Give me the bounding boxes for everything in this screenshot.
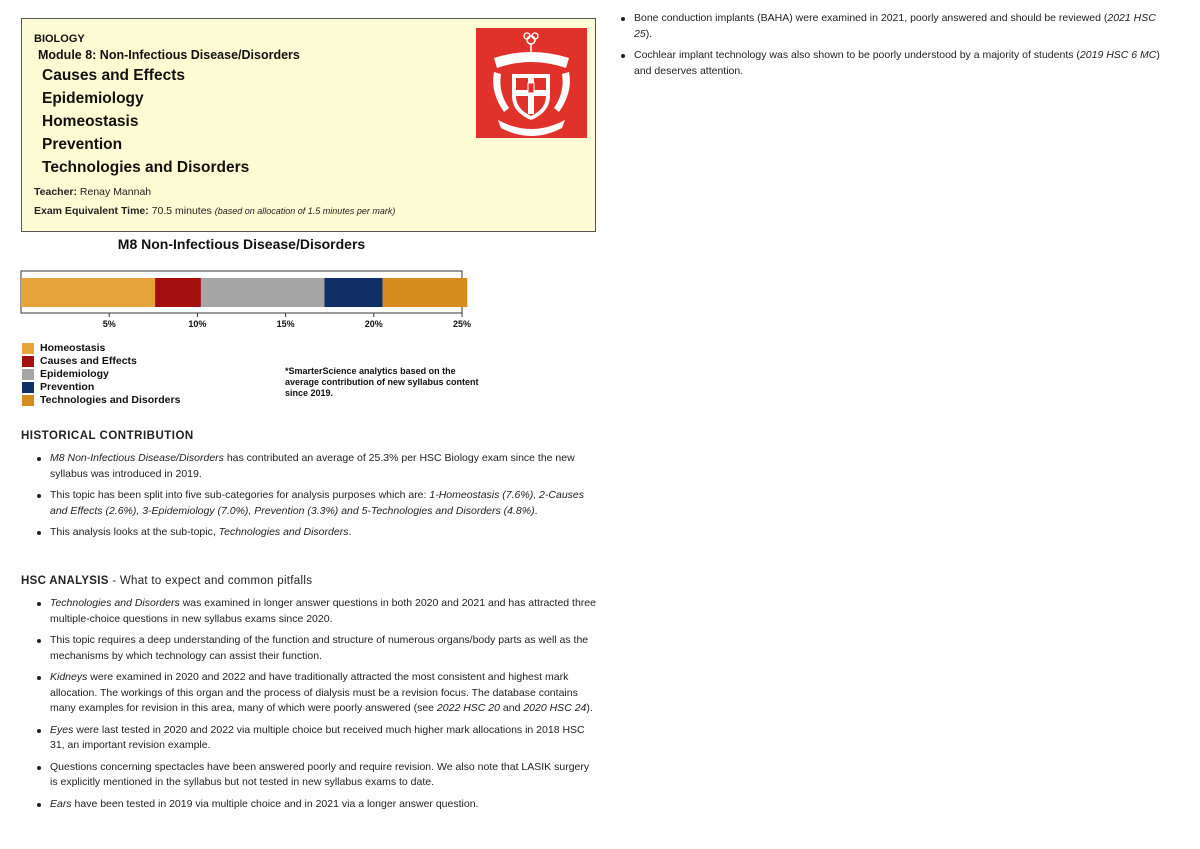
hsc-analysis-list xyxy=(36,596,596,818)
chart-legend xyxy=(22,342,180,407)
bar-segment-homeostasis xyxy=(21,278,155,307)
italic-text: Kidneys xyxy=(50,671,88,683)
school-crest-icon xyxy=(476,28,587,138)
subject-label: BIOLOGY xyxy=(34,33,85,45)
body-text: This topic requires a deep understanding of the function and structure of numerous organs/body parts as well as the mechanisms by which technology can assist their function. xyxy=(50,634,589,662)
bullet-item xyxy=(36,525,591,541)
module-header-box xyxy=(21,18,596,232)
x-tick-label: 10% xyxy=(188,319,207,329)
module-title: Module 8: Non-Infectious Disease/Disorders xyxy=(38,48,300,62)
topic-item: Causes and Effects xyxy=(42,67,185,84)
historical-heading: HISTORICAL CONTRIBUTION xyxy=(21,430,194,442)
italic-text: Ears xyxy=(50,797,72,810)
legend-label: Technologies and Disorders xyxy=(40,394,181,406)
bullet-item xyxy=(36,451,591,482)
body-text: Bone conduction implants (BAHA) were examined in 2021, poorly answered and should be reviewed ( xyxy=(634,12,1108,24)
italic-text: 2019 HSC 6 MC xyxy=(1079,49,1157,61)
bar-segment-epidemiology xyxy=(201,278,324,307)
topic-item: Homeostasis xyxy=(42,113,139,130)
legend-swatch xyxy=(22,382,34,393)
italic-text: 2020 HSC 24 xyxy=(523,702,587,714)
bar-segment-causes-and-effects xyxy=(155,278,201,307)
bullet-item xyxy=(620,48,1165,79)
hsc-heading-bold: HSC ANALYSIS xyxy=(21,575,109,587)
body-text: were last tested in 2020 and 2022 via multiple choice but received much higher mark allocations in 2018 HSC 31, an important revision example. xyxy=(50,723,585,751)
italic-text: 1-Homeostasis (7.6%), 2-Causes and Effects (2.6%), 3-Epidemiology (7.0%), Prevention (3.3%) and 5-Technologies and Disorders (4.8%) xyxy=(50,489,584,517)
x-tick-label: 15% xyxy=(276,319,295,329)
italic-text: Technologies and Disorders xyxy=(218,526,349,538)
body-text: This topic has been split into five sub-categories for analysis purposes which are: xyxy=(50,489,430,501)
bullet-item xyxy=(36,670,596,717)
body-text: ) and deserves attention. xyxy=(634,49,1160,77)
body-text: were examined in 2020 and 2022 and have traditionally attracted the most consistent and highest mark allocation. The workings of this organ and the process of dialysis must be a revision focus. The database contains many examples for revision in this area, many of which were poorly answered (see xyxy=(50,671,578,714)
bullet-item xyxy=(36,797,596,813)
bar-segment-technologies-and-disorders xyxy=(383,278,468,307)
body-text: ). xyxy=(645,27,653,40)
exam-time-label: Exam Equivalent Time: xyxy=(34,205,149,217)
body-text: Cochlear implant technology was also shown to be poorly understood by a majority of students ( xyxy=(634,49,1080,61)
body-text: have been tested in 2019 via multiple choice and in 2021 via a longer answer question. xyxy=(71,797,479,810)
body-text: has contributed an average of 25.3% per HSC Biology exam since the new syllabus was introduced in 2019. xyxy=(50,452,575,480)
chart-title: M8 Non-Infectious Disease/Disorders xyxy=(117,236,366,252)
legend-label: Epidemiology xyxy=(40,368,109,380)
historical-list xyxy=(36,451,591,547)
stacked-bar-chart xyxy=(0,236,500,336)
teacher-name: Renay Mannah xyxy=(79,186,152,198)
body-text: was examined in longer answer questions in both 2020 and 2021 and has attracted three multiple-choice questions in new syllabus exams since 2020. xyxy=(50,597,596,625)
legend-item xyxy=(22,394,180,407)
right-column-list xyxy=(620,11,1165,85)
hsc-heading xyxy=(21,575,312,587)
x-tick-label: 25% xyxy=(452,319,472,329)
italic-text: Eyes xyxy=(50,723,74,736)
bullet-item xyxy=(36,633,596,664)
bullet-item xyxy=(36,488,591,519)
body-text: . xyxy=(348,526,352,538)
bullet-item xyxy=(36,723,596,754)
topic-item: Technologies and Disorders xyxy=(42,159,250,176)
body-text: ). xyxy=(586,702,593,714)
body-text: and xyxy=(499,702,524,714)
legend-label: Prevention xyxy=(40,381,95,393)
legend-label: Homeostasis xyxy=(40,342,106,354)
italic-text: Technologies and Disorders xyxy=(50,597,180,609)
legend-item xyxy=(22,381,180,394)
legend-swatch xyxy=(22,369,34,380)
legend-swatch xyxy=(22,395,34,406)
italic-text: 2022 HSC 20 xyxy=(436,702,500,714)
legend-item xyxy=(22,355,180,368)
topic-item: Prevention xyxy=(42,136,123,153)
exam-time-note: (based on allocation of 1.5 minutes per mark) xyxy=(214,206,396,216)
x-tick-label: 20% xyxy=(364,319,383,329)
legend-label: Causes and Effects xyxy=(40,355,137,367)
hsc-heading-rest: - What to expect and common pitfalls xyxy=(108,575,313,587)
body-text: . xyxy=(534,504,538,517)
topic-list xyxy=(42,64,249,179)
teacher-label: Teacher: xyxy=(34,186,77,198)
legend-swatch xyxy=(22,356,34,367)
exam-time-value: 70.5 minutes xyxy=(151,205,212,217)
chart-footnote: *SmarterScience analytics based on the average contribution of new syllabus content since 2019. xyxy=(285,366,479,398)
legend-item xyxy=(22,368,180,381)
legend-item xyxy=(22,342,180,355)
italic-text: 2021 HSC 25 xyxy=(634,12,1156,40)
exam-time-line xyxy=(34,205,395,217)
bar-segment-prevention xyxy=(324,278,382,307)
bullet-item xyxy=(620,11,1165,42)
contribution-chart xyxy=(0,236,600,416)
bullet-item xyxy=(36,596,596,627)
body-text: Questions concerning spectacles have been answered poorly and require revision. We also note that LASIK surgery is explicitly mentioned in the syllabus but not tested in new syllabus exams to date. xyxy=(50,760,590,788)
italic-text: M8 Non-Infectious Disease/Disorders xyxy=(50,452,224,464)
teacher-line xyxy=(34,186,151,198)
body-text: This analysis looks at the sub-topic, xyxy=(50,526,219,538)
school-logo xyxy=(476,28,587,138)
x-tick-label: 5% xyxy=(102,319,116,329)
topic-item: Epidemiology xyxy=(42,90,144,107)
legend-swatch xyxy=(22,343,34,354)
bullet-item xyxy=(36,760,596,791)
